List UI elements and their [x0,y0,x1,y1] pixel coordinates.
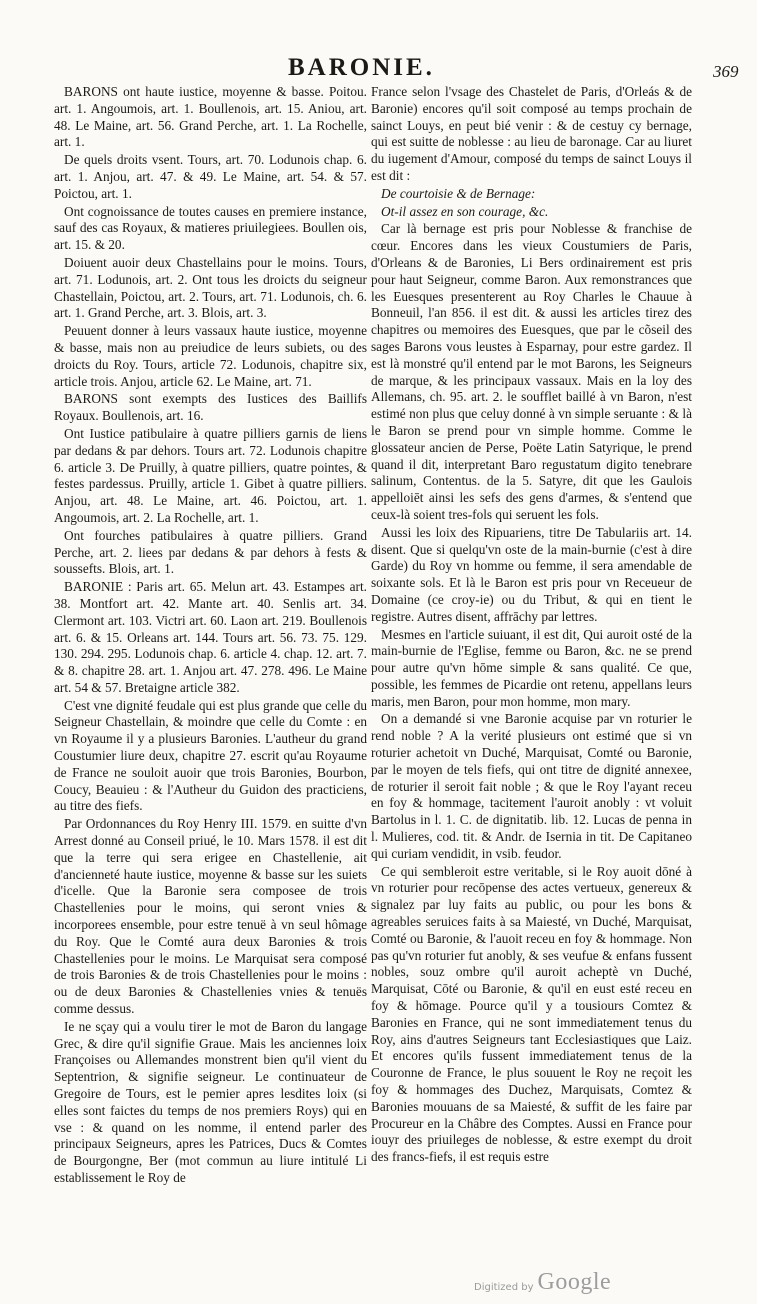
left-paragraph: Ont cognoissance de toutes causes en premiere instance, sauf des cas Royaux, & matieres priuilegiees. Boullen ois, art. 15. & 20. [54,203,367,253]
left-paragraph: C'est vne dignité feudale qui est plus grande que celle du Seigneur Chastellain, & moindre que celle du Comte : en vn Royaume il y a plusieurs Baronies. L'autheur du grand Coustumier liure deux, chapitre 27. escrit qu'au Royaume de France ne souloit auoir que trois Baronies, Bourbon, Coucy, Beauieu : & l'Autheur du Guidon des practiciens, au titre des fiefs. [54,697,367,814]
left-paragraph: BARONIE : Paris art. 65. Melun art. 43. Estampes art. 38. Montfort art. 42. Mante art. 40. Senlis art. 34. Clermont art. 103. Victri art. 60. Laon art. 219. Boullenois art. 6. & 15. Orleans art. 144. Tours art. 56. 73. 75. 129. 130. 294. 295. Lodunois chap. 6. article 4. chap. 12. art. 7. & 8. chapitre 28. art. 1. Anjou art. 47. 278. 496. Le Maine art. 54 & 57. Bretaigne article 382. [54,579,367,695]
google-logo: Google [537,1269,612,1295]
left-paragraph: Ont Iustice patibulaire à quatre pilliers garnis de liens par dedans & par dehors. Tours art. 72. Lodunois chapitre 6. article 3. De Pruilly, à quatre pilliers, quatre pointes, & festes pardessus. Pruilly, article 1. Gibet à quatre pilliers. Anjou, art. 48. Le Maine, art. 46. Poictou, art. 1. Angoumois, art. 2. La Rochelle, art. 1. [54,425,367,525]
page-number: 369 [713,62,739,81]
left-paragraph: BARONS ont haute iustice, moyenne & basse. Poitou. art. 1. Angoumois, art. 1. Boullenois, art. 15. Aniou, art. 48. Le Maine, art. 56. Grand Perche, art. 1. La Rochelle, art. 1. [54,84,367,150]
right-column [371,84,692,1167]
left-paragraph: Ie ne sçay qui a voulu tirer le mot de Baron du langage Grec, & dire qu'il signifie Graue. Mais les anciennes loix Françoises ou Allemandes monstrent bien qu'il vient du Septentrion, & signifie seigneur. Le continuateur de Gregoire de Tours, est le pemier apres lesdites loix (si elles sont faictes du temps de nos premiers Roys) qui en vse : & quand on les nomme, il entend parler des principaux Seigneurs, apres les Patrices, Ducs & Comtes de Bourgongne, Ber (mot commun au liure intitulé Li establissement le Roy de [54,1018,367,1185]
right-paragraph: France selon l'vsage des Chastelet de Paris, d'Orleás & de Baronie) encores qu'il soit composé au temps prochain de sainct Louys, en peut bié venir : & de cestuy cy bernage, qui est suitte de noblesse : au lieu de baronage. Car au liuret du iugement d'Amour, composé du temps de sainct Louys il est dit : [371,84,692,183]
right-paragraph: Aussi les loix des Ripuariens, titre De Tabulariis art. 14. disent. Que si quelqu'vn oste de la main-burnie (c'est à dire Garde) du Roy vn homme ou femme, il sera amendable de soixante sols. Et là le Baron est pris pour vn Receueur de Domaine (ce croy-ie) ou du Tribut, & qui en tient le registre. Autres disent, affrāchy par lettres. [371,524,692,624]
left-paragraph: Doiuent auoir deux Chastellains pour le moins. Tours, art. 71. Lodunois, art. 2. Ont tous les droicts du seigneur Chastellain, Poictou, art. 2. Tours, art. 71. Lodunois, ch. 6. art. 1. Grand Perche, art. 3. Blois, art. 3. [54,254,367,321]
left-column [54,84,367,1188]
left-paragraph: Ont fourches patibulaires à quatre pilliers. Grand Perche, art. 2. liees par dedans & par dehors à fests & soussefts. Blois, art. 1. [54,527,367,577]
right-paragraph: Mesmes en l'article suiuant, il est dit, Qui auroit osté de la main-burnie de l'Eglise, femme ou Baron, &c. ne se prend pour autre qu'vn hōme simple & sans qualité. Ce que, possible, les femmes de Picardie ont retenu, appellans leurs maris, men Baron, pour mon homme, mon mary. [371,626,692,709]
left-paragraph: Par Ordonnances du Roy Henry III. 1579. en suitte d'vn Arrest donné au Conseil priué, le 10. Mars 1578. il est dit que la terre qui sera erigee en Chastellenie, ait d'ancienneté haute iustice, moyenne & basse sur les suiets d'icelle. Que la Baronie sera composee de trois Chastellenies pour le moins, qui seront vnies & incorporees ensemble, pour estre tenuë à vn seul hômage du Roy. Que le Comté aura deux Baronies & trois Chastellenies pour le moins. Le Marquisat sera composé de trois Baronies & de trois Chastellenies pour le moins : ou de deux Baronies & Chastellenies vnies & tenuës comme dessus. [54,816,367,1017]
right-paragraph: On a demandé si vne Baronie acquise par vn roturier le rend noble ? A la verité plusieurs ont estimé que si vn roturier achetoit vn Duché, Marquisat, Comté ou Baronie, par le moyen de tels fiefs, qui ont titre de dignité annexee, de roturier il seroit fait noble ; & que le Roy l'ayant receu en foy & hommage, tacitement l'auroit anobly : vt voluit Bartolus in l. 1. C. de dignitatib. lib. 12. Lucas de penna in l. Mulieres, cod. tit. & Andr. de Isernia in tit. De Capitaneo qui curiam vendidit, in vsib. feudor. [371,711,692,861]
right-paragraph: Ce qui sembleroit estre veritable, si le Roy auoit dōné à vn roturier pour recōpense des actes vertueux, genereux & signalez par luy faits au public, ou pour les bons & agreables seruices faits à sa Maiesté, vn Duché, Marquisat, Comté ou Baronie, & l'auoit receu en foy & hommage. Non pas qu'vn roturier fut anobly, & ses veufue & enfans fussent nobles, souz ombre qu'il auroit acheptè vn Duché, Marquisat, Cōté ou Baronie, & qu'il en eust esté receu en foy & hōmage. Pource qu'il y a tousiours Comtez & Baronies en France, qui ne sont immediatement tenus du Roy, ains d'autres Seigneurs tant Ecclesiastiques que Laiz. Et encores qu'ils fussent immediatement tenus de la Couronne de France, le plus souuent le Roy ne reçoit les foy & hommages des Duchez, Marquisats, Comtez & Baronies mouuans de sa Maiesté, & suffit de les faire par Procureur en la Châbre des Comptes. Aussi en France pour iouyr des priuileges de noblesse, & estre exempt du droit des francs-fiefs, il est requis estre [371,863,692,1165]
running-head-title: BARONIE. [288,54,435,81]
right-paragraph: De courtoisie & de Bernage: [381,185,536,201]
left-paragraph: Peuuent donner à leurs vassaux haute iustice, moyenne & basse, mais non au preiudice de leurs subiets, ou des droicts du Roy. Tours, article 72. Lodunois, chapitre six, article trois. Anjou, article 62. Le Maine, art. 71. [54,323,367,389]
right-paragraph: Ot-il assez en son courage, &c. [381,203,549,219]
digitized-watermark [474,1269,612,1296]
left-paragraph: BARONS sont exempts des Iustices des Baillifs Royaux. Boullenois, art. 16. [54,391,367,424]
watermark-prefix: Digitized by [474,1282,534,1293]
right-paragraph: Car là bernage est pris pour Noblesse & franchise de cœur. Encores dans les vieux Coustumiers de Paris, d'Orleans & de Baronies, Li Bers ordinairement est pris pour haut Seigneur, comme Baron. Aux remonstrances que les Euesques presenterent au Roy Charles le Chauue à Bonneuil, l'an 856. il est dit. & aussi les articles tirez des chapitres ou memoires des Euesques, que par le cõseil des sages Barons vous leustes à Esparnay, pour estre gardez. Il est là monstré qu'il entend par le mot Barons, les Seigneurs de marque, & les principaux vassaux. Mais en la loy des Allemans, ch. 95. art. 2. le soufflet baillé à vn Baron, n'est estimé non plus que celuy donné à vn simple seruante : & là le Baron se prend pour vn simple homme. Comme le glossateur ancien de Perse, Poëte Latin Satyrique, le prend quand il dit, interpretant Baro regustatum digito tenebrare salinum, Contentus. de la 5. Satyre, dit que les Gaulois appelloiēt ainsi les sefs des gens d'armes, & s'entend que ceux-là soient tres-fols qui seruent les fols. [371,221,692,522]
left-paragraph: De quels droits vsent. Tours, art. 70. Lodunois chap. 6. art. 1. Anjou, art. 47. & 49. Le Maine, art. 54. & 57. Poictou, art. 1. [54,152,367,201]
